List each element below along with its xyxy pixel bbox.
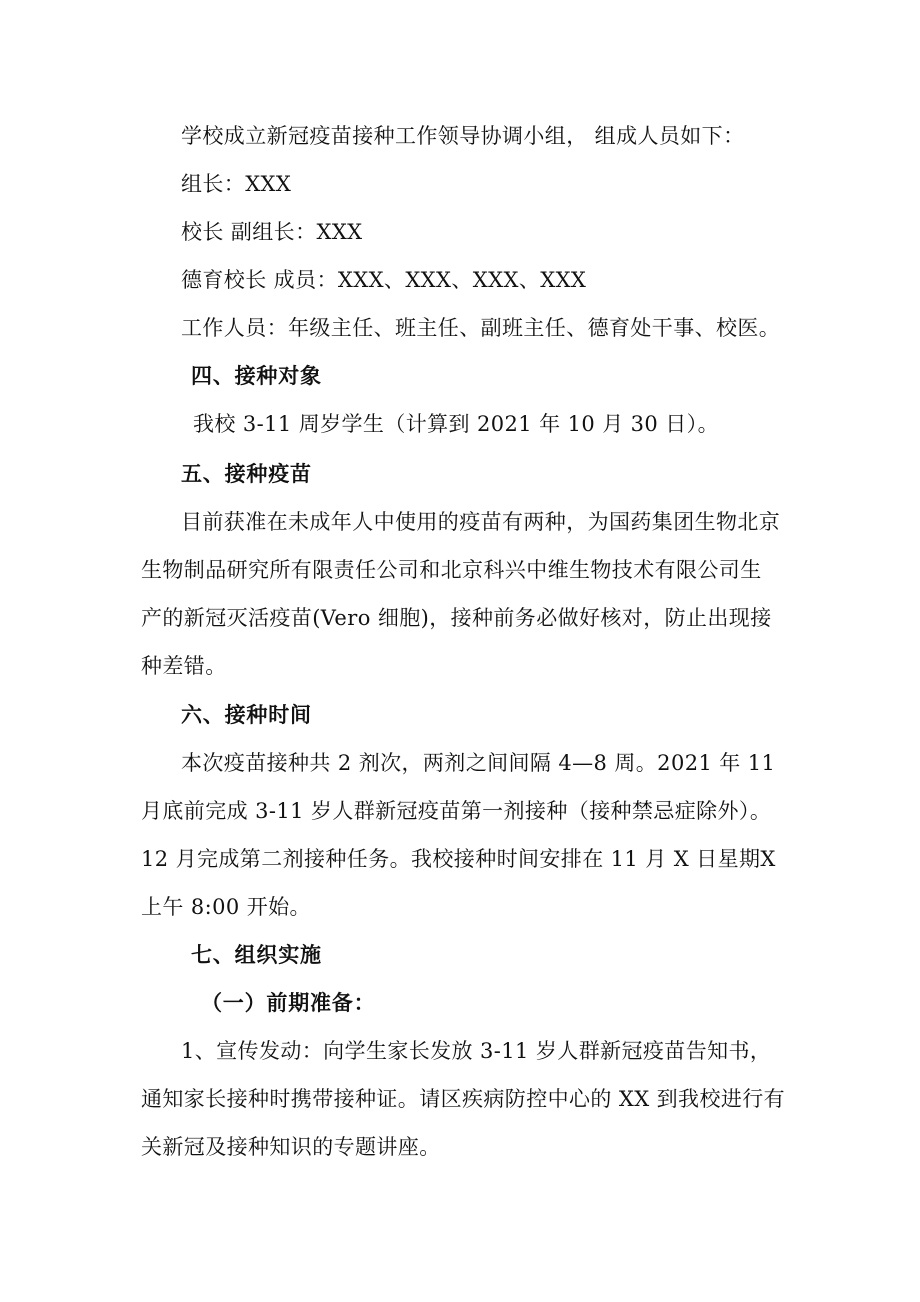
leader-line: 组长：XXX — [181, 172, 292, 196]
section-heading-6: 六、接种时间 — [181, 703, 312, 727]
section-6-line-3: 12 月完成第二剂接种任务。我校接种时间安排在 11 月 X 日星期X — [141, 847, 776, 871]
section-6-line-2: 月底前完成 3-11 岁人群新冠疫苗第一剂接种（接种禁忌症除外）。 — [141, 799, 772, 823]
section-5-line-3: 产的新冠灭活疫苗(Vero 细胞)，接种前务必做好核对，防止出现接 — [141, 606, 772, 630]
subsection-1-line-2: 通知家长接种时携带接种证。请区疾病防控中心的 XX 到我校进行有 — [141, 1087, 786, 1111]
section-6-line-1: 本次疫苗接种共 2 剂次，两剂之间间隔 4—8 周。2021 年 11 — [181, 751, 776, 775]
subsection-heading-1: （一）前期准备： — [201, 991, 376, 1015]
section-heading-5: 五、接种疫苗 — [181, 462, 312, 486]
section-5-line-1: 目前获准在未成年人中使用的疫苗有两种，为国药集团生物北京 — [181, 510, 781, 534]
leadership-intro: 学校成立新冠疫苗接种工作领导协调小组， 组成人员如下： — [181, 124, 745, 148]
section-heading-4: 四、接种对象 — [191, 364, 322, 388]
section-6-line-4: 上午 8:00 开始。 — [141, 895, 311, 919]
deputy-leader-line: 校长 副组长：XXX — [181, 220, 363, 244]
subsection-1-line-1: 1、宣传发动：向学生家长发放 3-11 岁人群新冠疫苗告知书， — [181, 1039, 772, 1063]
subsection-1-line-3: 关新冠及接种知识的专题讲座。 — [141, 1135, 441, 1159]
staff-line: 工作人员：年级主任、班主任、副班主任、德育处干事、校医。 — [181, 316, 781, 340]
section-5-line-2: 生物制品研究所有限责任公司和北京科兴中维生物技术有限公司生 — [141, 558, 762, 582]
section-heading-7: 七、组织实施 — [191, 943, 322, 967]
section-4-text: 我校 3-11 周岁学生（计算到 2021 年 10 月 30 日）。 — [193, 412, 719, 436]
members-line: 德育校长 成员：XXX、XXX、XXX、XXX — [181, 268, 587, 292]
section-5-line-4: 种差错。 — [141, 654, 227, 678]
